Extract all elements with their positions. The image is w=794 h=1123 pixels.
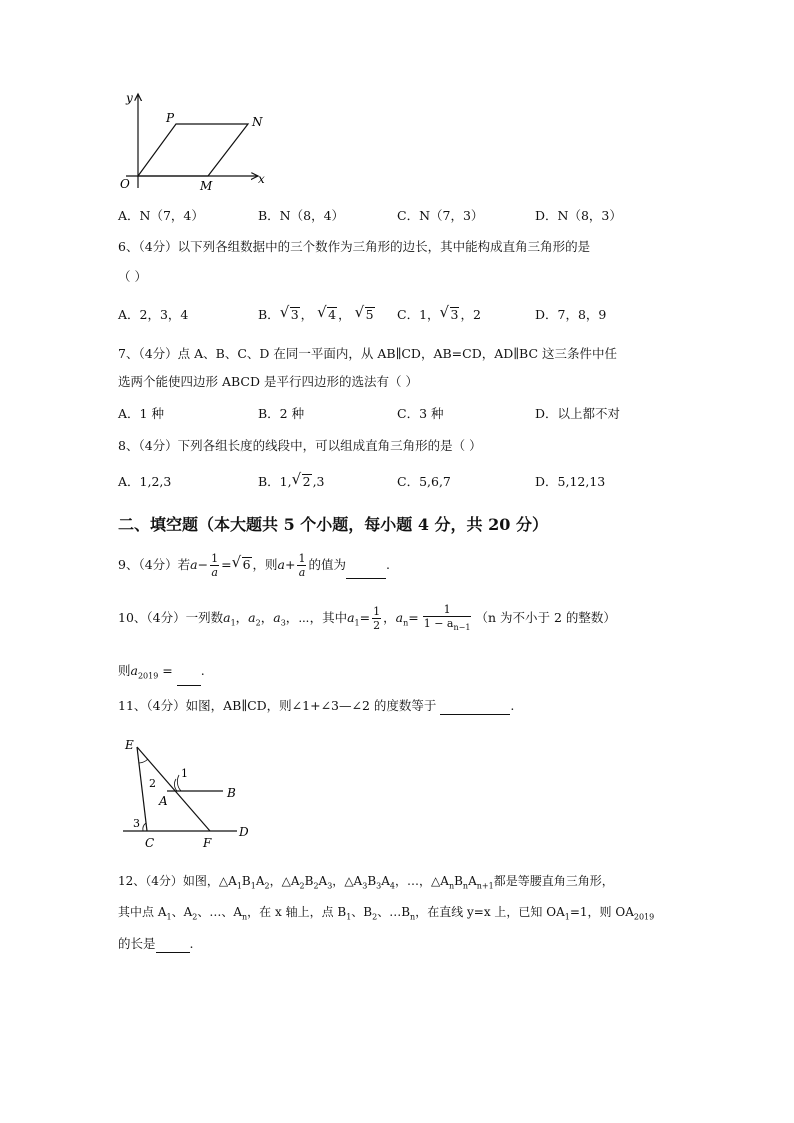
sqrt-2: √ 2 <box>293 473 312 491</box>
angle-figure <box>115 735 255 850</box>
section-2-title: 二、填空题（本大题共 5 个小题，每小题 4 分，共 20 分） <box>118 515 548 534</box>
label-p: P <box>166 111 175 125</box>
q10-line1: 10、（4分）一列数$a_1$，$a_2$，$a_3$，⋯，其中$a_1=$ $\frac{1}{2}$ ，$a_n=$ $\frac{1}{1 - a_{n-1}}$ （n 为不小于 2 的整数） <box>118 603 616 633</box>
q5-option-d: D．N（8，3） <box>535 208 622 223</box>
q7-line2: 选两个能使四边形 ABCD 是平行四边形的选法有（ ） <box>118 374 418 389</box>
frac-1-over-a: $\frac{1}{a}$ <box>298 552 306 579</box>
q6-option-c <box>397 306 481 324</box>
q8-option-b <box>258 473 325 491</box>
answer-blank[interactable] <box>177 685 201 686</box>
q6-c-suffix: ，2 <box>460 307 481 322</box>
label-c: C <box>145 836 155 850</box>
q5-option-b: B．N（8，4） <box>258 208 345 223</box>
frac-1-over-a: $\frac{1}{a}$ <box>211 552 219 579</box>
q12-line1: 12、（4分）如图，$\triangle A_1B_1A_2$，$\triangle A_2B_2A_3$，$\triangle A_3B_3A_4$，…，$\triangle A_nB_nA_{n+1}$都是等腰直角三角形， <box>118 874 614 891</box>
q6-option-d: D．7，8，9 <box>535 307 607 322</box>
frac-1-over-2: $\frac{1}{2}$ <box>373 605 381 633</box>
label-1: 1 <box>181 767 188 780</box>
label-e: E <box>125 738 134 752</box>
q9: 9、（4分）若a− $\frac{1}{a}$ =√ 6 ，则a+ $\frac{1}{a}$ 的值为 . <box>118 552 390 579</box>
q5-option-c: C．N（7，3） <box>397 208 484 223</box>
parallelogram-figure <box>112 88 282 198</box>
parallelogram-opmn <box>138 124 248 176</box>
label-f: F <box>203 836 212 850</box>
q6-stem: 6、（4分）以下列各组数据中的三个数作为三角形的边长，其中能构成直角三角形的是 <box>118 239 591 254</box>
sep: ， <box>300 307 314 322</box>
q6-b-prefix: B． <box>258 307 280 322</box>
label-m: M <box>200 179 213 193</box>
q7-line1: 7、（4分）点 A、B、C、D 在同一平面内，从 AB∥CD，AB=CD，AD∥BC 这三条件中任 <box>118 346 618 361</box>
q12-line3: 的长是 . <box>118 936 194 951</box>
sqrt-5: √ 5 <box>356 306 375 324</box>
sqrt-3: √ 3 <box>281 306 300 324</box>
answer-blank[interactable] <box>346 578 386 579</box>
q11: 11、（4分）如图，AB∥CD，则∠1+∠3—∠2 的度数等于 . <box>118 698 515 713</box>
sqrt-4: √ 4 <box>318 306 337 324</box>
q7-option-a: A．1 种 <box>118 406 164 421</box>
q12-line2: 其中点 $A_1$、$A_2$、…、$A_n$，在 x 轴上，点 $B_1$、$B_2$、$\dots B_n$，在直线 y=x 上，已知 $OA_1=1$，则 $OA_{2019}$ <box>118 905 655 922</box>
answer-blank[interactable] <box>156 952 190 953</box>
q8-b-prefix: B．1, <box>258 474 292 489</box>
sqrt-3: √ 3 <box>441 306 460 324</box>
q6-option-a: A．2，3，4 <box>118 307 189 322</box>
frac-recursive: $\frac{1}{1 - a_{n-1}}$ <box>423 603 471 633</box>
label-n: N <box>252 115 263 129</box>
q6-option-b <box>258 306 376 324</box>
label-3: 3 <box>133 817 140 830</box>
q7-option-d: D．以上都不对 <box>535 406 621 421</box>
label-y: y <box>126 91 133 105</box>
q8-b-suffix: ,3 <box>312 474 325 489</box>
q6-paren: （ ） <box>118 269 147 284</box>
label-2: 2 <box>149 777 156 790</box>
sep: ， <box>338 307 351 322</box>
q8-option-a: A．1,2,3 <box>118 474 172 489</box>
q10-line2: 则$a_{2019}$ = . <box>118 662 205 686</box>
q8-option-c: C．5,6,7 <box>397 474 451 489</box>
q8-option-d: D．5,12,13 <box>535 474 606 489</box>
answer-blank[interactable] <box>440 714 510 715</box>
label-b: B <box>227 786 236 800</box>
sqrt-6: √ 6 <box>233 552 252 578</box>
q8-stem: 8、（4分）下列各组长度的线段中，可以组成直角三角形的是（ ） <box>118 438 482 453</box>
q6-c-prefix: C．1， <box>397 307 440 322</box>
q7-option-c: C．3 种 <box>397 406 444 421</box>
angle-2-arc <box>139 759 148 763</box>
angle-3-arc <box>143 823 146 831</box>
q5-option-a: A．N（7，4） <box>118 208 204 223</box>
label-d: D <box>239 825 249 839</box>
q7-option-b: B．2 种 <box>258 406 305 421</box>
angle-1-arc <box>174 779 177 791</box>
label-x: x <box>258 172 265 186</box>
label-a: A <box>159 794 168 808</box>
label-o: O <box>120 177 130 191</box>
